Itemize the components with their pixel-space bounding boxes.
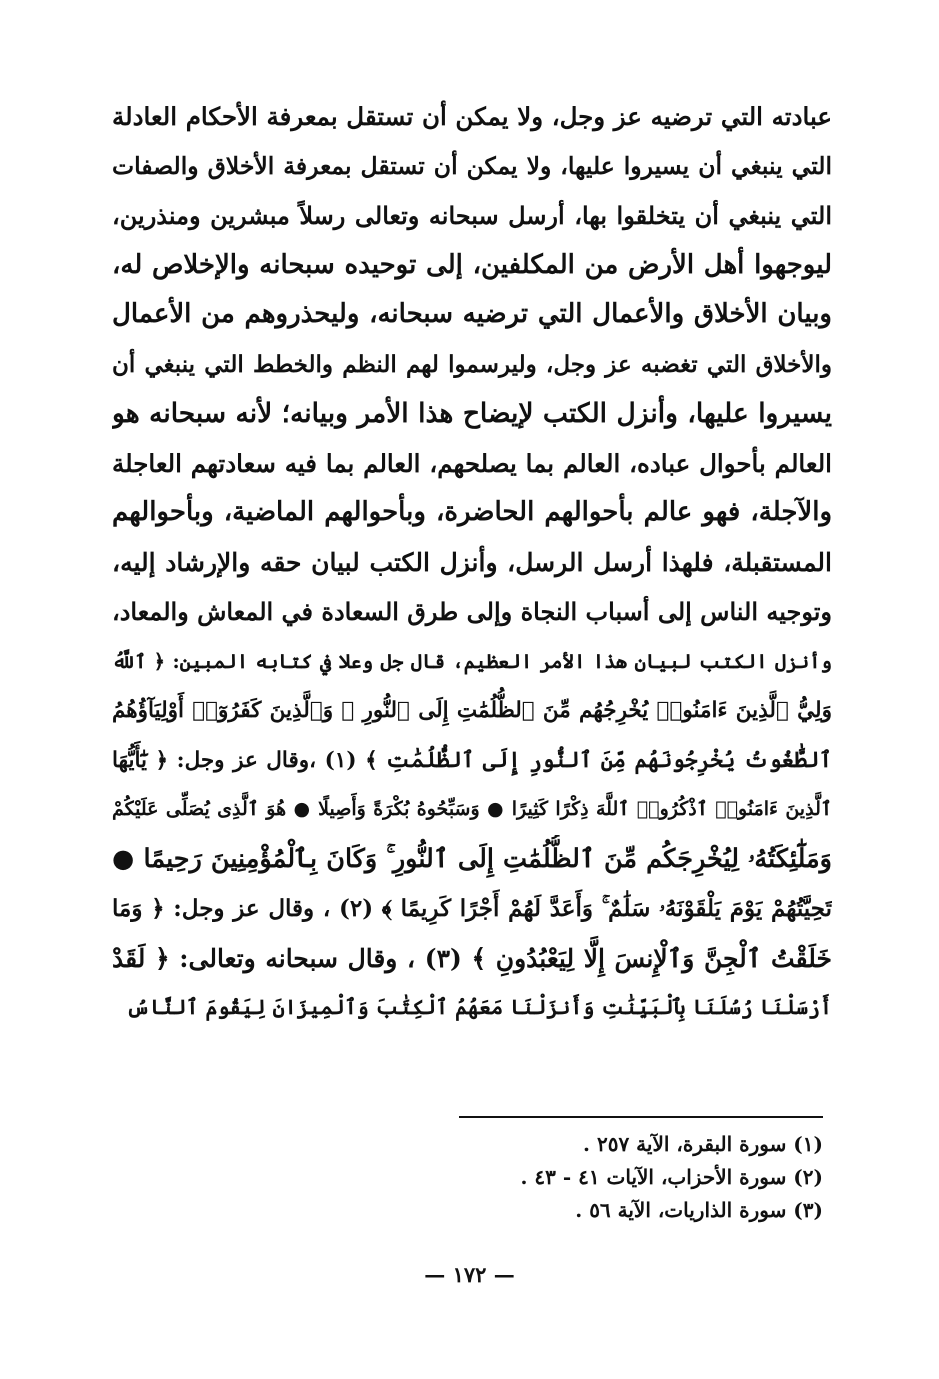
text-line: والآجلة، فهو عالم بأحوالهم الحاضرة، وبأحوالهم الماضية، وبأحوالهم xyxy=(112,497,832,527)
quran-verse-line: وَمَلَٰٓئِكَتُهُۥ لِيُخْرِجَكُم مِّنَ ٱلظُّلُمَٰتِ إِلَى ٱلنُّورِ ۚ وَكَانَ بِٱلْمُؤْمِنِينَ رَحِيمًا ● xyxy=(112,843,832,874)
text-line: التي ينبغي أن يسيروا عليها، ولا يمكن أن تستقل بمعرفة الأخلاق والصفات xyxy=(112,151,832,180)
quran-verse-line: ٱلطَّٰغُوتُ يُخْرِجُونَهُم مِّنَ ٱلنُّورِ إِلَى ٱلظُّلُمَٰتِ ﴾ (١) ،وقال عز وجل: ﴿ يَٰٓأَيُّهَا xyxy=(112,747,832,773)
quran-verse-line: ٱلَّذِينَ ءَامَنُوا۟ ٱذْكُرُوا۟ ٱللَّهَ ذِكْرًا كَثِيرًا ● وَسَبِّحُوهُ بُكْرَةً وَأَصِيلًا ● هُوَ ٱلَّذِى يُصَلِّى عَلَيْكُمْ xyxy=(112,798,832,820)
text-line: وبيان الأخلاق والأعمال التي ترضيه سبحانه، وليحذروهم من الأعمال xyxy=(112,299,832,329)
footnotes xyxy=(303,1128,823,1227)
text-line: والأخلاق التي تغضبه عز وجل، وليرسموا لهم النظم والخطط التي ينبغي أن xyxy=(112,350,832,378)
quran-verse-line: تَحِيَّتُهُمْ يَوْمَ يَلْقَوْنَهُۥ سَلَٰمٌ ۚ وَأَعَدَّ لَهُمْ أَجْرًا كَرِيمًا ﴾ (٢) ، وقال عز وجل: ﴿ وَمَا xyxy=(112,895,832,922)
text-line: عبادته التي ترضيه عز وجل، ولا يمكن أن تستقل بمعرفة الأحكام العادلة xyxy=(112,102,832,131)
quran-verse-line: خَلَقْتُ ٱلْجِنَّ وَٱلْإِنسَ إِلَّا لِيَعْبُدُونِ ﴾ (٣) ، وقال سبحانه وتعالى: ﴿ لَقَدْ xyxy=(112,943,832,973)
footnote-3: (٣) سورة الذاريات، الآية ٥٦ . xyxy=(575,1198,823,1222)
footnote-1: (١) سورة البقرة، الآية ٢٥٧ . xyxy=(583,1132,823,1156)
text-line: التي ينبغي أن يتخلقوا بها، أرسل سبحانه وتعالى رسلاً مبشرين ومنذرين، xyxy=(112,201,832,230)
text-line: وأنزل الكتب لبيان هذا الأمر العظيم، قال جل وعلا في كتابه المبين: ﴿ ٱللَّهُ xyxy=(112,649,832,673)
text-line: العالم بأحوال عباده، العالم بما يصلحهم، العالم بما فيه سعادتهم العاجلة xyxy=(112,448,832,478)
quran-verse-line: وَلِيُّ ٱلَّذِينَ ءَامَنُوا۟ يُخْرِجُهُم مِّنَ ٱلظُّلُمَٰتِ إِلَى ٱلنُّورِ ۖ وَٱلَّذِينَ كَفَرُوٓا۟ أَوْلِيَآؤُهُمُ xyxy=(112,698,832,723)
footnote-2: (٢) سورة الأحزاب، الآيات ٤١ - ٤٣ . xyxy=(520,1165,823,1189)
page-number: — ١٧٢ — xyxy=(424,1262,515,1287)
quran-verse-line: أَرْسَلْنَا رُسُلَنَا بِٱلْبَيِّنَٰتِ وَأَنزَلْنَا مَعَهُمُ ٱلْكِتَٰبَ وَٱلْمِيزَانَ لِيَقُومَ ٱلنَّاسُ xyxy=(126,995,832,1019)
text-line: المستقبلة، فلهذا أرسل الرسل، وأنزل الكتب لبيان حقه والإرشاد إليه، xyxy=(112,547,832,577)
main-text xyxy=(112,92,832,1033)
text-line: ليوجهوا أهل الأرض من المكلفين، إلى توحيده سبحانه والإخلاص له، xyxy=(112,249,832,280)
footnote-separator xyxy=(459,1116,823,1118)
text-line: وتوجيه الناس إلى أسباب النجاة وإلى طرق السعادة في المعاش والمعاد، xyxy=(112,597,832,626)
text-line: يسيروا عليها، وأنزل الكتب لإيضاح هذا الأمر وبيانه؛ لأنه سبحانه هو xyxy=(112,398,832,429)
